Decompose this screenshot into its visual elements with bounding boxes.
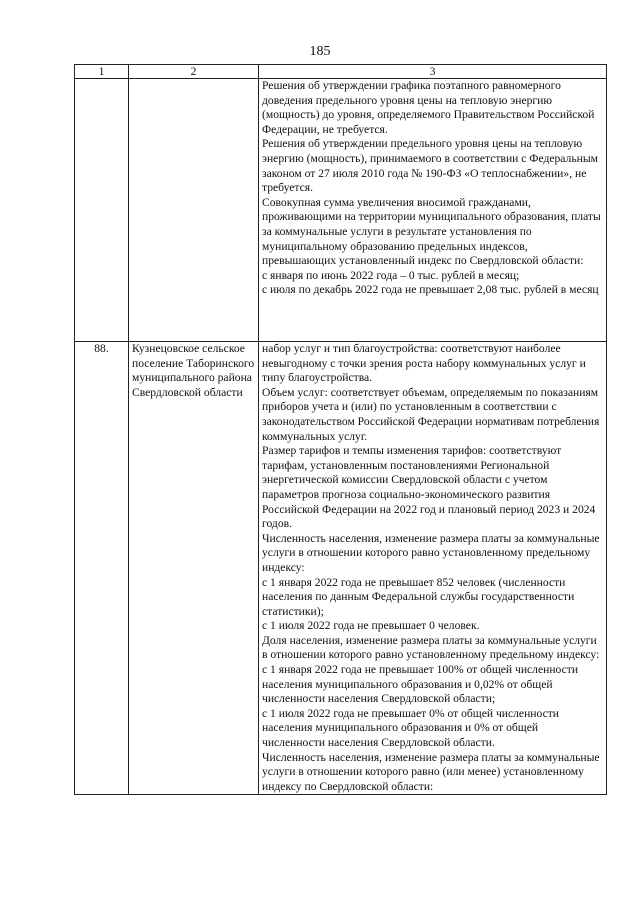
paragraph: с января по июнь 2022 года – 0 тыс. рублей в месяц; [262,268,520,282]
paragraph: Численность населения, изменение размера платы за коммунальные услуги в отношении которого равно установленному предельному индексу: [262,531,600,574]
table-row [75,79,607,342]
municipality-name [129,79,259,342]
row-number: 88. [75,342,129,795]
row-number [75,79,129,342]
paragraph: Решения об утверждении предельного уровня цены на тепловую энергию (мощность), принимаемого в соответствии с Федеральным законом от 27 июля 2010 года № 190-ФЗ «О теплоснабжении», не требуется. [262,137,598,195]
table-row [75,342,607,795]
page-number: 185 [309,44,331,59]
paragraph: с июля по декабрь 2022 года не превышает 2,08 тыс. рублей в месяц [262,283,599,297]
paragraph: Решения об утверждении графика поэтапного равномерного доведения предельного уровня цены на тепловую энергию (мощность) до уровня, определяемого Правительством Российской Федерации, не требуется. [262,79,595,136]
paragraph: с 1 января 2022 года не превышает 100% от общей численности населения муниципального образования и 0,02% от общей численности населения Свердловской области; [262,663,579,706]
paragraph: набор услуг и тип благоустройства: соответствуют наиболее невыгодному с точки зрения роста набору коммунальных услуг и типу благоустройства. [262,342,586,385]
paragraph: с 1 июля 2022 года не превышает 0 человек. [262,619,480,633]
paragraph: Численность населения, изменение размера платы за коммунальные услуги в отношении которого равно (или менее) установленному индексу по Свердловской области: [262,750,600,793]
paragraph: с 1 января 2022 года не превышает 852 человек (численности населения по данным Федеральной службы государственности статистики); [262,575,575,618]
paragraph: Совокупная сумма увеличения вносимой гражданами, проживающими на территории муниципального образования, платы за коммунальные услуги в результате установления по муниципальному образованию предельных индексов, превышающих установленный индекс по Свердловской области: [262,195,601,268]
header-col-2: 2 [129,65,259,79]
municipality-name: Кузнецовское сельское поселение Таборинского муниципального района Свердловской области [129,342,259,795]
header-col-1: 1 [75,65,129,79]
table-header-row [75,65,607,79]
paragraph: Объем услуг: соответствует объемам, определяемым по показаниям приборов учета и (или) по установленным в соответствии с законодательством Российской Федерации нормативам потребления коммунальных услуг. [262,385,600,443]
paragraph: Доля населения, изменение размера платы за коммунальные услуги в отношении которого равно установленному предельному индексу: [262,633,600,662]
description-cell [259,342,607,795]
description-cell [259,79,607,342]
header-col-3: 3 [259,65,607,79]
tariff-table [74,64,607,795]
paragraph: с 1 июля 2022 года не превышает 0% от общей численности населения муниципального образования и 0% от общей численности населения Свердловской области. [262,706,559,750]
paragraph: Размер тарифов и темпы изменения тарифов: соответствуют тарифам, установленным постановлениями Региональной энергетической комиссии Свердловской области с учетом параметров прогноза социально-экономического развития Российской Федерации на 2022 год и плановый период 2023 и 2024 годов. [262,444,596,531]
